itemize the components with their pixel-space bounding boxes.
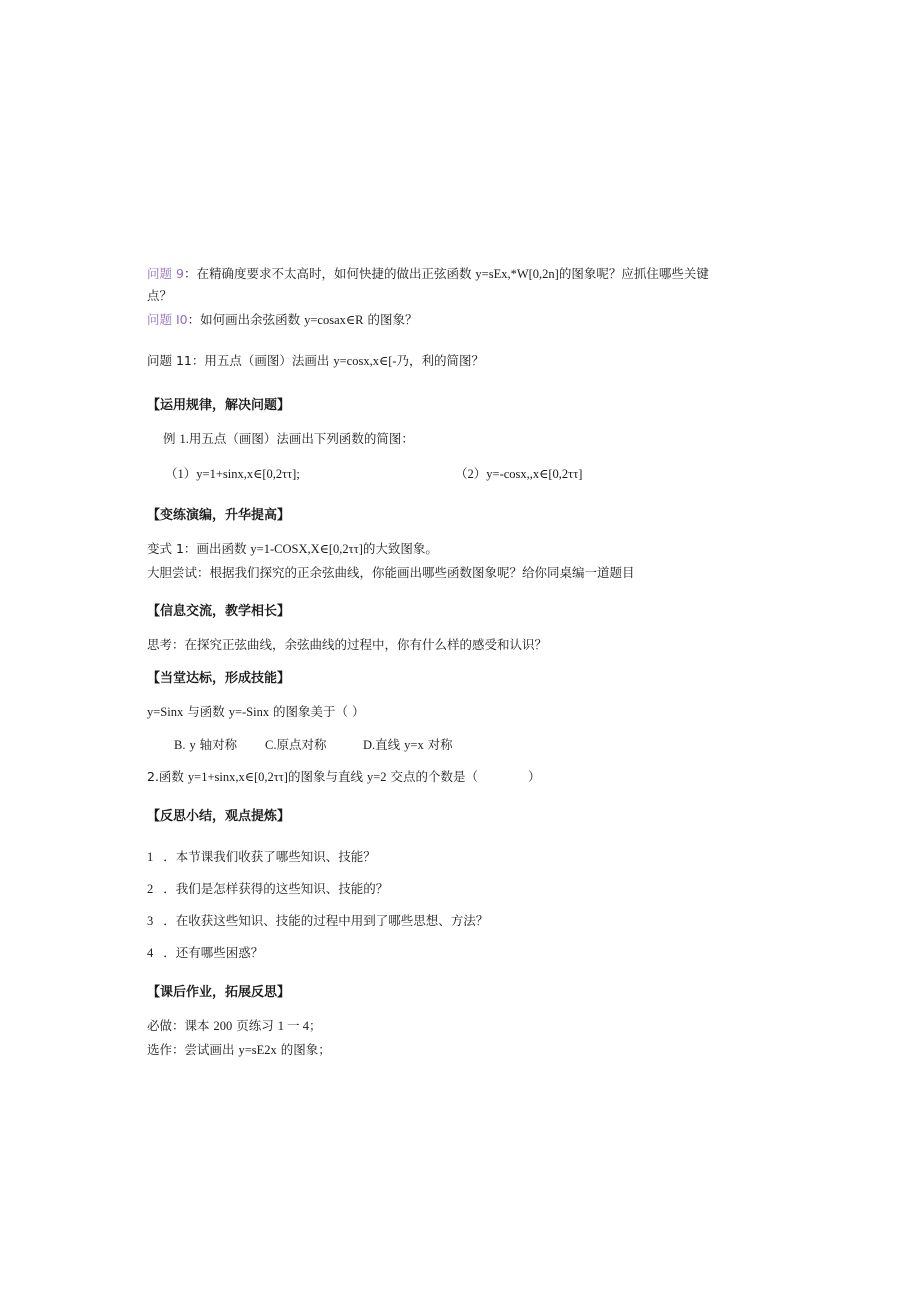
section-homework-heading: 【课后作业，拓展反思】 [147, 985, 291, 1000]
reflect-item-text: ．本节课我们收获了哪些知识、技能？ [163, 849, 376, 864]
test-2-tail: 交点的个数是（ ） [386, 769, 541, 784]
homework-required-tail: ； [308, 1018, 322, 1033]
question-10-formula: y=cosax∈R [304, 313, 364, 327]
test-2-formula: y=1+sinx,x∈[0,2ττ] [187, 770, 288, 784]
example-1-item-1 [165, 466, 300, 482]
option-b-value: y [189, 738, 196, 752]
section-reflect-heading: 【反思小结，观点提炼】 [147, 809, 291, 824]
homework-optional-formula: y=sE2x [238, 1043, 277, 1057]
variant-1 [147, 541, 438, 557]
question-9-continued: 点？ [147, 288, 173, 303]
question-10-text: ：如何画出余弦函数 [187, 312, 305, 327]
option-d-text: 直线 [375, 737, 405, 752]
question-10-label: 问题 I0 [147, 312, 188, 327]
variant-1-label: 变式 1： [147, 541, 197, 556]
option-c-key: C. [265, 738, 277, 752]
example-1-number: 1. [179, 432, 189, 446]
section-apply-heading: 【运用规律，解决问题】 [147, 398, 291, 413]
homework-optional-tail: 的图象； [276, 1042, 331, 1057]
option-d-tail: 对称 [423, 737, 453, 752]
homework-required [147, 1018, 321, 1034]
option-c [265, 737, 326, 753]
question-11 [147, 353, 484, 369]
option-d [363, 737, 453, 753]
question-11-tail: ，利的简图？ [409, 353, 485, 368]
question-10-tail: 的图象？ [363, 312, 418, 327]
option-d-key: D. [363, 738, 376, 752]
think-text: 思考：在探究正弦曲线，余弦曲线的过程中，你有什么样的感受和认识？ [147, 637, 548, 652]
test-1-formula-1: y=Sinx [147, 705, 184, 719]
example-1-prefix: 例 [163, 431, 180, 446]
test-1-tail: 的图象美于（ ） [269, 704, 365, 719]
reflect-item [147, 849, 376, 865]
example-1-item-1-formula: y=1+sinx,x∈[0,2ττ]; [196, 467, 300, 481]
homework-optional [147, 1042, 331, 1058]
homework-required-label: 必做：课本 [147, 1018, 214, 1033]
test-2-text: 2.函数 [147, 769, 188, 784]
homework-required-page: 200 [213, 1019, 233, 1033]
test-1-mid: 与函数 [183, 704, 229, 719]
reflect-item-text: ．还有哪些困惑？ [163, 945, 264, 960]
reflect-item-number: 4 [147, 946, 154, 960]
question-9-formula: y=sEx,*W[0,2n] [475, 267, 559, 281]
variant-1-text: 画出函数 [196, 541, 251, 556]
question-9-text: ：在精确度要求不太高时，如何快捷的做出正弦函数 [183, 266, 476, 281]
homework-optional-label: 选作：尝试画出 [147, 1042, 239, 1057]
reflect-item [147, 945, 263, 961]
question-9-label: 问题 9 [147, 266, 184, 281]
reflect-item-number: 1 [147, 850, 154, 864]
bold-try-text: 大胆尝试：根据我们探究的正余弦曲线，你能画出哪些函数图象呢？给你同桌编一道题目 [147, 565, 635, 580]
option-c-text: 原点对称 [276, 737, 327, 752]
example-1-item-2-formula: y=-cosx,,x∈[0,2ττ] [486, 467, 583, 481]
section-class-heading: 【当堂达标，形成技能】 [147, 671, 291, 686]
option-d-formula: y=x [404, 738, 424, 752]
reflect-item-text: ．在收获这些知识、技能的过程中用到了哪些思想、方法？ [163, 913, 489, 928]
reflect-item-number: 2 [147, 882, 154, 896]
example-1-item-2-label: （2） [455, 467, 487, 481]
option-b-text: 轴对称 [195, 737, 238, 752]
question-9 [147, 266, 709, 282]
test-2-formula-2: y=2 [366, 770, 387, 784]
test-1-formula-2: y=-Sinx [228, 705, 270, 719]
question-10 [147, 312, 417, 328]
test-question-1 [147, 704, 365, 720]
example-1 [163, 431, 414, 447]
reflect-item [147, 913, 488, 929]
option-b [174, 737, 237, 753]
question-11-text: 问题 11：用五点（画图）法画出 [147, 353, 334, 368]
reflect-item-text: ．我们是怎样获得的这些知识、技能的？ [163, 881, 389, 896]
test-2-mid: 的图象与直线 [287, 769, 367, 784]
example-1-item-2 [455, 466, 582, 482]
reflect-item [147, 881, 388, 897]
example-1-item-1-label: （1） [165, 467, 197, 481]
variant-1-formula: y=1-COSX,X∈[0,2ττ] [250, 542, 363, 556]
reflect-item-number: 3 [147, 914, 154, 928]
homework-required-range: 1 一 4 [277, 1019, 309, 1033]
question-9-tail: 的图象呢？应抓住哪些关键 [558, 266, 709, 281]
example-1-text: 用五点（画图）法画出下列函数的简图： [188, 431, 414, 446]
test-question-2 [147, 769, 541, 785]
section-exchange-heading: 【信息交流，教学相长】 [147, 604, 291, 619]
homework-required-mid: 页练习 [232, 1018, 278, 1033]
variant-1-tail: 的大致图象。 [362, 541, 438, 556]
section-variant-heading: 【变练演编，升华提高】 [147, 508, 291, 523]
question-11-formula: y=cosx,x∈[-乃 [333, 354, 410, 368]
option-b-key: B. [174, 738, 186, 752]
